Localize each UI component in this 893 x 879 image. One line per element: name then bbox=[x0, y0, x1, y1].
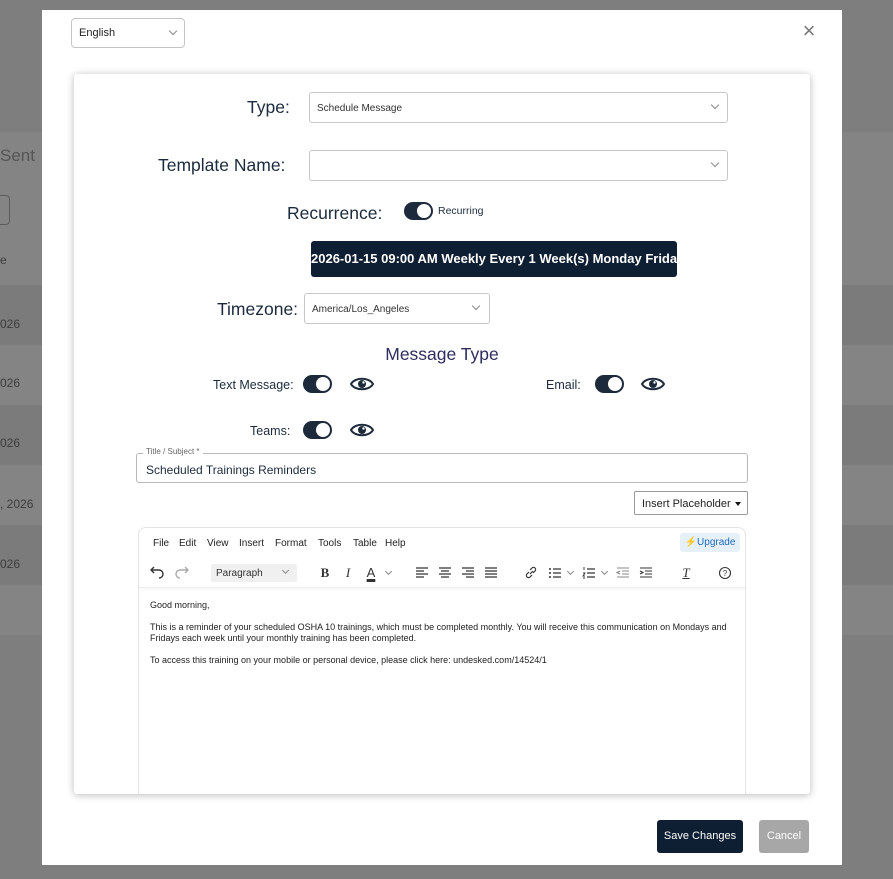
undo-icon[interactable] bbox=[150, 564, 164, 582]
message-form-panel bbox=[74, 74, 810, 794]
redo-icon[interactable] bbox=[175, 564, 189, 582]
clear-format-icon[interactable]: T bbox=[682, 565, 690, 580]
timezone-value: America/Los_Angeles bbox=[312, 304, 410, 315]
editor-paragraph: Good morning, bbox=[150, 600, 210, 610]
message-type-heading: Message Type bbox=[385, 344, 499, 364]
paragraph-style-select[interactable] bbox=[211, 564, 297, 582]
toggle-knob bbox=[316, 423, 330, 437]
caret-down-icon bbox=[735, 502, 741, 506]
menu-edit[interactable]: Edit bbox=[179, 538, 197, 549]
bold-icon[interactable]: B bbox=[320, 565, 330, 580]
align-center-icon[interactable] bbox=[438, 564, 452, 582]
background-cell: , 2026 bbox=[0, 497, 34, 511]
editor-paragraph: To access this training on your mobile or personal device, please click here: undesked.com/14524/1 bbox=[150, 654, 547, 665]
chevron-down-icon bbox=[711, 101, 719, 109]
chevron-down-icon bbox=[711, 159, 719, 167]
recurrence-label: Recurrence: bbox=[287, 203, 383, 223]
recurring-label: Recurring bbox=[438, 205, 484, 217]
background-cell: 026 bbox=[0, 317, 21, 331]
numbered-list-icon[interactable] bbox=[582, 564, 596, 582]
menu-help[interactable]: Help bbox=[385, 538, 406, 549]
background-input bbox=[0, 195, 10, 225]
bullet-list-icon[interactable] bbox=[548, 564, 562, 582]
editor-content[interactable] bbox=[150, 600, 735, 676]
eye-icon[interactable] bbox=[350, 422, 374, 438]
teams-label: Teams: bbox=[250, 424, 291, 438]
menu-view[interactable]: View bbox=[207, 538, 229, 549]
chevron-down-icon[interactable] bbox=[601, 568, 608, 575]
recurrence-toggle[interactable] bbox=[404, 202, 433, 220]
timezone-select[interactable] bbox=[304, 293, 490, 324]
help-icon[interactable] bbox=[718, 564, 732, 582]
chevron-down-icon[interactable] bbox=[567, 568, 574, 575]
teams-toggle[interactable] bbox=[303, 421, 332, 439]
title-subject-input[interactable] bbox=[136, 447, 748, 483]
eye-icon[interactable] bbox=[641, 376, 665, 392]
menu-table[interactable]: Table bbox=[353, 538, 377, 549]
email-label: Email: bbox=[546, 378, 581, 392]
chevron-down-icon bbox=[282, 567, 289, 574]
language-value: English bbox=[79, 27, 116, 39]
background-tab-label: Sent bbox=[0, 146, 35, 165]
paragraph-style-value: Paragraph bbox=[216, 568, 263, 579]
text-message-label: Text Message: bbox=[213, 378, 294, 392]
italic-icon[interactable]: I bbox=[345, 565, 351, 580]
title-subject-value: Scheduled Trainings Reminders bbox=[146, 463, 317, 477]
svg-text:?: ? bbox=[722, 569, 728, 578]
menu-tools[interactable]: Tools bbox=[318, 538, 342, 549]
text-message-toggle[interactable] bbox=[303, 375, 332, 393]
text-color-icon[interactable]: A bbox=[366, 565, 376, 580]
edit-message-modal bbox=[42, 10, 842, 865]
type-label: Type: bbox=[247, 97, 290, 117]
title-subject-legend: Title / Subject * bbox=[143, 447, 203, 456]
menu-insert[interactable]: Insert bbox=[239, 538, 265, 549]
insert-placeholder-label: Insert Placeholder bbox=[642, 498, 731, 510]
toggle-knob bbox=[417, 204, 431, 218]
editor-toolbar bbox=[139, 558, 746, 588]
eye-icon[interactable] bbox=[350, 376, 374, 392]
background-cell: 026 bbox=[0, 436, 21, 450]
save-changes-button[interactable]: Save Changes bbox=[657, 820, 743, 853]
email-toggle[interactable] bbox=[595, 375, 624, 393]
type-value: Schedule Message bbox=[317, 103, 403, 114]
upgrade-button[interactable]: ⚡Upgrade bbox=[680, 533, 740, 552]
chevron-down-icon[interactable] bbox=[385, 568, 392, 575]
editor-menubar bbox=[139, 528, 746, 558]
link-icon[interactable] bbox=[524, 564, 538, 582]
menu-file[interactable]: File bbox=[153, 538, 170, 549]
toggle-knob bbox=[608, 377, 622, 391]
language-select[interactable] bbox=[71, 18, 185, 48]
toggle-knob bbox=[316, 377, 330, 391]
insert-placeholder-dropdown[interactable] bbox=[634, 491, 748, 515]
outdent-icon[interactable] bbox=[616, 564, 630, 582]
background-col-header: e bbox=[0, 253, 7, 267]
schedule-summary-button[interactable]: 2026-01-15 09:00 AM Weekly Every 1 Week(s) Monday Friday bbox=[311, 241, 677, 277]
close-icon[interactable]: × bbox=[802, 18, 816, 43]
template-name-label: Template Name: bbox=[158, 155, 286, 175]
cancel-button[interactable]: Cancel bbox=[759, 820, 809, 853]
align-right-icon[interactable] bbox=[461, 564, 475, 582]
template-name-select[interactable] bbox=[309, 150, 728, 181]
chevron-down-icon bbox=[472, 302, 480, 310]
editor-paragraph: This is a reminder of your scheduled OSHA 10 trainings, which must be completed monthly. You will receive this communication on Mondays and Fridays each week until your monthly training has been completed. bbox=[150, 621, 727, 643]
indent-icon[interactable] bbox=[639, 564, 653, 582]
background-cell: 026 bbox=[0, 376, 21, 390]
align-left-icon[interactable] bbox=[415, 564, 429, 582]
timezone-label: Timezone: bbox=[217, 299, 299, 319]
menu-format[interactable]: Format bbox=[275, 538, 307, 549]
type-select[interactable] bbox=[309, 92, 728, 123]
rich-text-editor bbox=[138, 527, 746, 794]
align-justify-icon[interactable] bbox=[484, 564, 498, 582]
background-cell: 026 bbox=[0, 557, 21, 571]
chevron-down-icon bbox=[169, 27, 177, 35]
